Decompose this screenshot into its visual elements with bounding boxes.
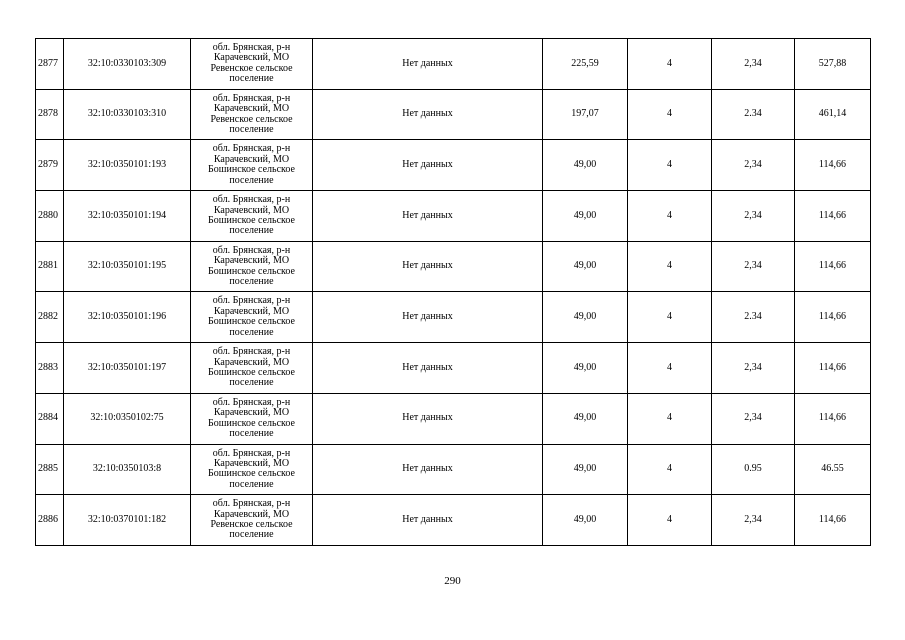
rate-cell: 2,34 — [712, 495, 795, 546]
value-cell: 114,66 — [795, 191, 871, 242]
area-cell: 49,00 — [543, 191, 628, 242]
address-line: Карачевский, МО — [213, 407, 290, 419]
address-line: поселение — [229, 123, 274, 135]
row-number-cell: 2878 — [36, 89, 64, 140]
group-cell: 4 — [628, 241, 712, 292]
address-line: поселение — [229, 377, 274, 389]
area-cell: 225,59 — [543, 39, 628, 90]
rate-cell: 2,34 — [712, 39, 795, 90]
address-line: Карачевский, МО — [213, 356, 290, 368]
address-line: Бошинское сельское — [208, 468, 295, 480]
address-line: Бошинское сельское — [208, 366, 295, 378]
cadastral-number-cell: 32:10:0370101:182 — [64, 495, 191, 546]
address-cell — [191, 191, 313, 242]
cadastral-number-cell: 32:10:0350101:196 — [64, 292, 191, 343]
table-row — [36, 89, 871, 140]
area-cell: 49,00 — [543, 444, 628, 495]
address-line: поселение — [229, 478, 274, 490]
value-cell: 46.55 — [795, 444, 871, 495]
value-cell: 527,88 — [795, 39, 871, 90]
address-line: поселение — [229, 326, 274, 338]
land-registry-table — [35, 38, 871, 546]
address-cell — [191, 140, 313, 191]
address-line: Бошинское сельское — [208, 265, 295, 277]
table-row — [36, 191, 871, 242]
row-number-cell: 2879 — [36, 140, 64, 191]
cadastral-number-cell: 32:10:0330103:310 — [64, 89, 191, 140]
cadastral-number-cell: 32:10:0350101:197 — [64, 343, 191, 394]
address-cell — [191, 393, 313, 444]
cadastral-number-cell: 32:10:0350103:8 — [64, 444, 191, 495]
value-cell: 461,14 — [795, 89, 871, 140]
address-cell — [191, 39, 313, 90]
row-number-cell: 2885 — [36, 444, 64, 495]
address-line: Карачевский, МО — [213, 255, 290, 267]
group-cell: 4 — [628, 495, 712, 546]
address-cell — [191, 444, 313, 495]
status-cell: Нет данных — [313, 39, 543, 90]
status-cell: Нет данных — [313, 89, 543, 140]
table-row — [36, 495, 871, 546]
group-cell: 4 — [628, 39, 712, 90]
status-cell: Нет данных — [313, 444, 543, 495]
address-line: Бошинское сельское — [208, 164, 295, 176]
area-cell: 49,00 — [543, 343, 628, 394]
group-cell: 4 — [628, 343, 712, 394]
group-cell: 4 — [628, 292, 712, 343]
cadastral-number-cell: 32:10:0350101:193 — [64, 140, 191, 191]
address-line: поселение — [229, 276, 274, 287]
area-cell: 197,07 — [543, 89, 628, 140]
address-line: обл. Брянская, р-н — [212, 244, 291, 256]
table-row — [36, 292, 871, 343]
rate-cell: 2.34 — [712, 89, 795, 140]
row-number-cell: 2884 — [36, 393, 64, 444]
address-line: обл. Брянская, р-н — [212, 346, 291, 358]
value-cell: 114,66 — [795, 140, 871, 191]
table-row — [36, 140, 871, 191]
area-cell: 49,00 — [543, 393, 628, 444]
rate-cell: 0.95 — [712, 444, 795, 495]
address-line: обл. Брянская, р-н — [212, 42, 291, 54]
address-line: обл. Брянская, р-н — [212, 194, 291, 206]
rate-cell: 2.34 — [712, 292, 795, 343]
address-cell — [191, 241, 313, 292]
rate-cell: 2,34 — [712, 241, 795, 292]
status-cell: Нет данных — [313, 241, 543, 292]
value-cell: 114,66 — [795, 393, 871, 444]
rate-cell: 2,34 — [712, 393, 795, 444]
address-cell — [191, 89, 313, 140]
cadastral-number-cell: 32:10:0330103:309 — [64, 39, 191, 90]
table-row — [36, 241, 871, 292]
row-number-cell: 2881 — [36, 241, 64, 292]
address-line: Карачевский, МО — [213, 204, 290, 216]
address-line: обл. Брянская, р-н — [212, 295, 291, 307]
status-cell: Нет данных — [313, 393, 543, 444]
status-cell: Нет данных — [313, 140, 543, 191]
address-line: Карачевский, МО — [213, 457, 290, 469]
address-line: поселение — [229, 529, 274, 541]
status-cell: Нет данных — [313, 191, 543, 242]
group-cell: 4 — [628, 393, 712, 444]
table-body — [36, 39, 871, 546]
row-number-cell: 2877 — [36, 39, 64, 90]
address-line: Карачевский, МО — [213, 52, 290, 64]
table-row — [36, 39, 871, 90]
address-line: Ревенское сельское — [210, 519, 293, 531]
address-line: Карачевский, МО — [213, 305, 290, 317]
row-number-cell: 2880 — [36, 191, 64, 242]
address-line: Карачевский, МО — [213, 153, 290, 165]
address-line: обл. Брянская, р-н — [212, 447, 291, 459]
area-cell: 49,00 — [543, 292, 628, 343]
address-cell — [191, 495, 313, 546]
row-number-cell: 2883 — [36, 343, 64, 394]
address-line: обл. Брянская, р-н — [212, 92, 291, 104]
value-cell: 114,66 — [795, 495, 871, 546]
address-line: обл. Брянская, р-н — [212, 498, 291, 510]
address-line: поселение — [229, 225, 274, 237]
status-cell: Нет данных — [313, 495, 543, 546]
group-cell: 4 — [628, 444, 712, 495]
group-cell: 4 — [628, 140, 712, 191]
address-line: Бошинское сельское — [208, 417, 295, 429]
address-line: поселение — [229, 428, 274, 440]
address-cell — [191, 292, 313, 343]
status-cell: Нет данных — [313, 292, 543, 343]
address-cell — [191, 343, 313, 394]
address-line: Карачевский, МО — [213, 508, 290, 520]
row-number-cell: 2882 — [36, 292, 64, 343]
address-line: Ревенское сельское — [210, 62, 293, 74]
group-cell: 4 — [628, 89, 712, 140]
table-row — [36, 393, 871, 444]
row-number-cell: 2886 — [36, 495, 64, 546]
area-cell: 49,00 — [543, 495, 628, 546]
value-cell: 114,66 — [795, 292, 871, 343]
cadastral-number-cell: 32:10:0350101:194 — [64, 191, 191, 242]
address-line: Карачевский, МО — [213, 103, 290, 115]
rate-cell: 2,34 — [712, 343, 795, 394]
address-line: Бошинское сельское — [208, 316, 295, 328]
value-cell: 114,66 — [795, 343, 871, 394]
cadastral-number-cell: 32:10:0350101:195 — [64, 241, 191, 292]
address-line: поселение — [229, 174, 274, 186]
address-line: поселение — [229, 73, 274, 85]
address-line: Ревенское сельское — [210, 113, 293, 125]
value-cell: 114,66 — [795, 241, 871, 292]
area-cell: 49,00 — [543, 241, 628, 292]
group-cell: 4 — [628, 191, 712, 242]
cadastral-number-cell: 32:10:0350102:75 — [64, 393, 191, 444]
address-line: Бошинское сельское — [208, 214, 295, 226]
status-cell: Нет данных — [313, 343, 543, 394]
table-row — [36, 444, 871, 495]
rate-cell: 2,34 — [712, 140, 795, 191]
address-line: обл. Брянская, р-н — [212, 396, 291, 408]
page-number: 290 — [444, 575, 461, 587]
rate-cell: 2,34 — [712, 191, 795, 242]
address-line: обл. Брянская, р-н — [212, 143, 291, 155]
table-row — [36, 343, 871, 394]
area-cell: 49,00 — [543, 140, 628, 191]
